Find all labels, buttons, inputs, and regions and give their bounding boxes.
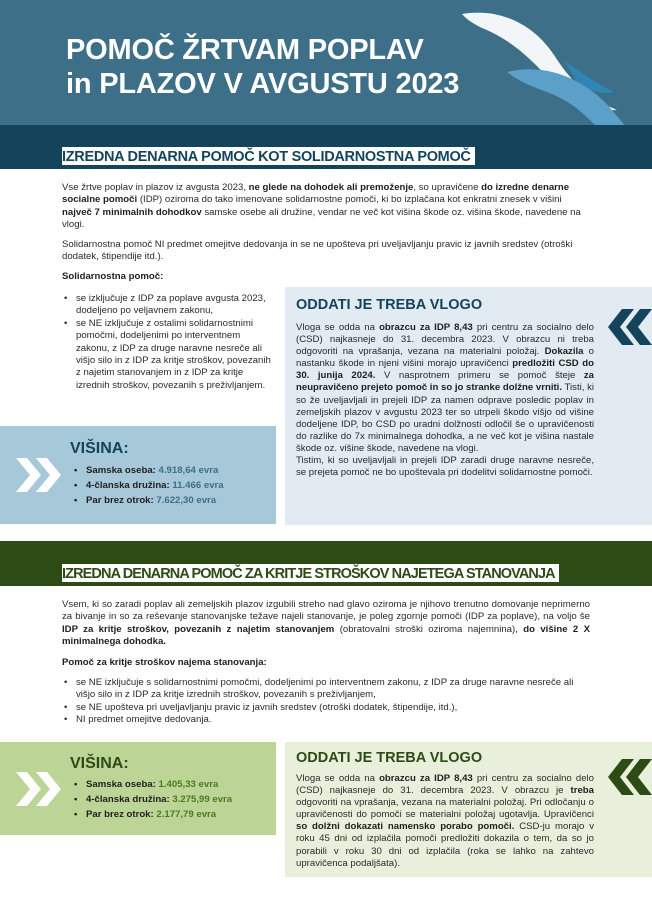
application-text [296, 773, 594, 870]
list-item: • se NE izključuje z ostalimi solidarnostnimi pomočmi, dodeljenimi po interventnem zakonu, z IDP za druge naravne nesreče ali višjo silo in z IDP za kritje stroškov, povezanih z najetim stanovanjem in z IDP za kritje izrednih stroškov, povezanih s preživljanjem. [62, 318, 274, 392]
amount-value: 7.622,30 evra [156, 495, 217, 506]
s2-subheading-text: Pomoč za kritje stroškov najema stanovanja: [62, 657, 267, 668]
application-title: ODDATI JE TREBA VLOGO [296, 297, 483, 313]
app-t4: Dokazila [544, 346, 584, 358]
list-item: • se NE izključuje s solidarnostnimi pomočmi, dodeljenimi po interventnem zakonu, z IDP za druge naravne nesreče ali višjo silo in z IDP za kritje izrednih stroškov, povezanih s preživljanjem, [62, 677, 590, 702]
amount-label: Samska oseba: [86, 465, 159, 476]
app-t8: za neupravičeno prejeto pomoč in so jo stranke dolžne vrniti. [296, 370, 594, 394]
section1-application-box [285, 287, 652, 525]
app-t7: V nasprotnem primeru se pomoč šteje [375, 370, 584, 382]
app-t5: odgovoriti na vprašanja, vezana na materialni položaj. Pri odločanju o upravičenosti do pomoči se materialni položaj ugotavlja. Upravičenci [296, 797, 594, 821]
double-chevron-right-icon [14, 456, 66, 494]
s1-p1-a: Vse žrtve poplav in plazov iz avgusta 2023, [62, 182, 249, 193]
title-line-1: POMOČ ŽRTVAM POPLAV [66, 34, 424, 66]
section1-amounts-box [0, 426, 276, 524]
section2-subheading [62, 657, 462, 669]
app-t9: Tisti, ki so že uveljavljali in prejeli IDP za namen odprave posledic poplav in zemeljskih plazov v avgustu 2023 ter so utrpeli škodo višjo od višine dodeljene IDP, bo CSD po uradni dolžnosti odločil še o upravičenosti do razlike do 7x minimalnega dohodka, a ne več kot je višina nastale škode oz. višine škode, navedene na vlogi. [296, 382, 594, 454]
amount-label: Samska oseba: [86, 779, 159, 790]
amounts-list [72, 777, 232, 822]
amount-item [72, 792, 232, 807]
amount-label: 4-članska družina: [86, 794, 173, 805]
amount-item [72, 493, 224, 508]
hands-logo-icon [452, 0, 652, 125]
double-chevron-left-icon [602, 307, 652, 347]
title-line-2: in PLAZOV V AVGUSTU 2023 [66, 68, 460, 100]
amount-label: Par brez otrok: [86, 495, 157, 506]
amount-item [72, 777, 232, 792]
section1-note: Solidarnostna pomoč NI predmet omejitve dedovanja in se ne upošteva pri uveljavljanju pravic iz javnih sredstev (otroški dodatek, štipendije itd.). [62, 239, 573, 263]
section2-heading: IZREDNA DENARNA POMOČ ZA KRITJE STROŠKOV NAJETEGA STANOVANJA [62, 564, 559, 582]
amount-item [72, 463, 224, 478]
list-item: • se izključuje z IDP za poplave avgusta 2023, dodeljeno po veljavnem zakonu, [62, 293, 274, 318]
section1-bullet-list [62, 293, 274, 392]
page-title [66, 33, 459, 101]
s2-p1-c: (obratovalni stroški oziroma najemnina), [334, 623, 524, 635]
s2-p1-d: do višine 2 X minimalnega dohodka. [62, 623, 590, 648]
section1-subheading [62, 271, 362, 283]
app-t6: so dolžni dokazati namensko porabo pomoči. [296, 821, 515, 833]
s1-p1-g: samske osebe ali družine, vendar ne več kot višina škode oz. višina škode, navedene na vlogi. [62, 206, 581, 231]
section1-intro [62, 182, 590, 232]
s2-p1-a: Vsem, ki so zaradi poplav ali zemeljskih plazov izgubili streho nad glavo oziroma je njihovo trenutno domovanje neprimerno za bivanje in so za reševanje stanovanjske težave najeli stanovanje, je poleg zgornje pomoči (IDP za poplave), na voljo še [62, 599, 590, 623]
s2-p1-b: IDP za kritje stroškov, povezanih z najetim stanovanjem [62, 623, 335, 635]
application-text [296, 322, 594, 479]
list-item: • NI predmet omejitve dedovanja. [62, 714, 590, 726]
amount-item [72, 478, 224, 493]
app-t1: Vloga se odda na [296, 322, 380, 333]
section1-band [0, 125, 652, 169]
amounts-title: VIŠINA: [70, 755, 129, 772]
app-t7: CSD-ju morajo v roku 45 dni od izplačila pomoči predložiti dokazila o tem, da so jo porabili v roku 30 dni od izplačila (roka se lahko na zahtevo upravičenca podaljšata). [296, 821, 594, 869]
application-title: ODDATI JE TREBA VLOGO [296, 750, 483, 766]
double-chevron-left-icon [602, 757, 652, 797]
section2-band [0, 541, 652, 586]
s1-p1-f: največ 7 minimalnih dohodkov [62, 206, 202, 218]
app-t1: Vloga se odda na [296, 773, 380, 784]
list-item: • se NE upošteva pri uveljavljanju pravic iz javnih sredstev (otroški dodatek, štipendije, itd.), [62, 702, 590, 714]
app-t4: treba [570, 785, 594, 797]
app-t3: pri centru za socialno delo (CSD) najkasneje do 31. decembra 2023. V obrazcu ni treba odgovoriti na vprašanja, vezana na materialni položaj. [296, 322, 595, 358]
amount-value: 1.405,33 evra [158, 779, 219, 790]
amount-value: 4.918,64 evra [158, 465, 219, 476]
app-t2: obrazcu za IDP 8,43 [379, 773, 473, 784]
amount-label: Par brez otrok: [86, 809, 157, 820]
app-t6: predložiti CSD do 30. junija 2024. [296, 358, 594, 382]
app-t2: obrazcu za IDP 8,43 [379, 322, 473, 333]
s1-p1-b: ne glede na dohodek ali premoženje [248, 182, 414, 193]
amounts-list [72, 463, 224, 508]
section2-amounts-box [0, 742, 276, 835]
s1-p1-d: do izredne denarne socialne pomoči [62, 182, 570, 206]
section2-intro [62, 599, 590, 649]
amount-value: 2.177,79 evra [156, 809, 217, 820]
s1-subheading-text: Solidarnostna pomoč: [62, 271, 164, 282]
section2-bullet-list [62, 677, 590, 727]
s1-p1-c: , so upravičene [413, 182, 482, 193]
amount-value: 3.275,99 evra [172, 794, 233, 805]
app-t3: pri centru za socialno delo (CSD) najkasneje do 31. decembra 2023. V obrazcu je [296, 773, 595, 797]
amount-label: 4-članska družina: [86, 480, 173, 491]
app-t10: Tistim, ki so uveljavljali in prejeli IDP zaradi druge naravne nesreče, se prejeta pomoč ne bo upoštevala pri dodelitvi solidarnostne pomoči. [296, 455, 594, 479]
amounts-title: VIŠINA: [70, 440, 129, 457]
section1-heading: IZREDNA DENARNA POMOČ KOT SOLIDARNOSTNA POMOČ [62, 147, 475, 165]
double-chevron-right-icon [14, 770, 66, 808]
s1-p1-e: (IDP) oziroma do tako imenovane solidarnostne pomoči, ki bo izplačana kot enkratni znesek v višini [137, 194, 562, 206]
amount-value: 11.466 evra [172, 480, 224, 491]
amount-item [72, 807, 232, 822]
app-t5: o nastanku škode in njeni višini morajo upravičenci [296, 346, 594, 370]
header-banner [0, 0, 652, 125]
section2-application-box [285, 742, 652, 877]
